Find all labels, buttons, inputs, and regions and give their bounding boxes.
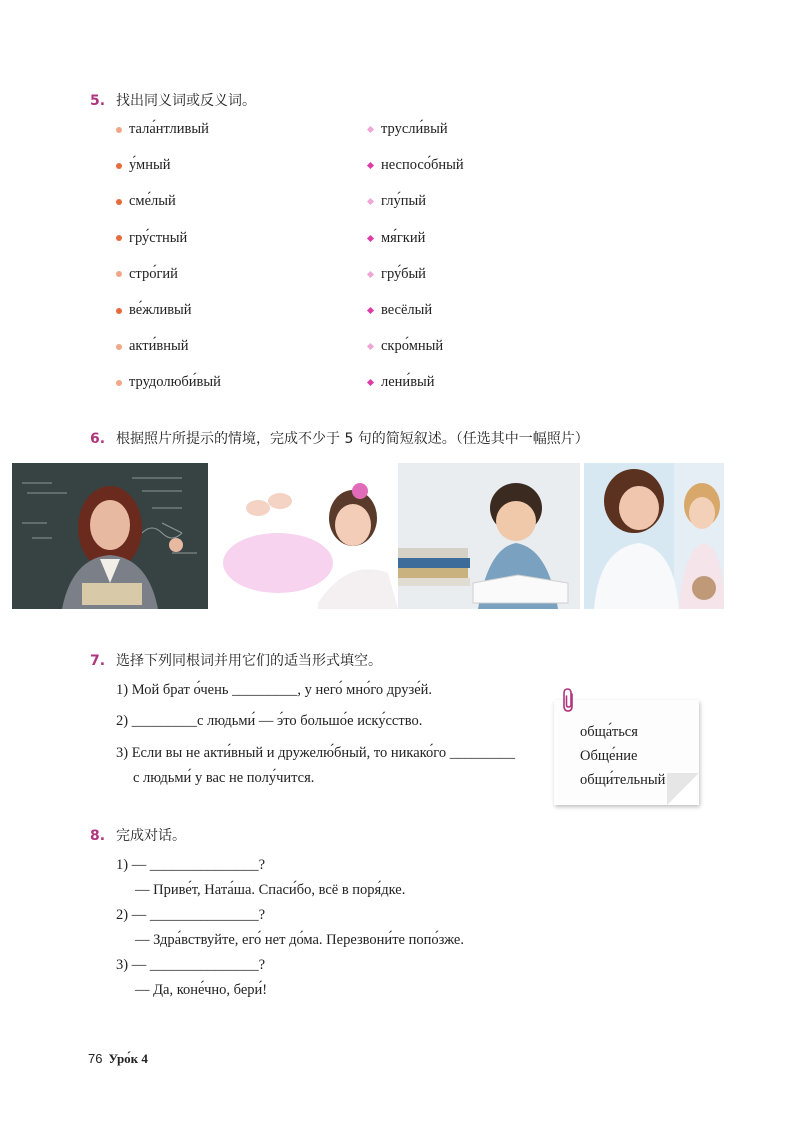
- exercise-5-heading: [90, 90, 256, 110]
- vocab-word: [116, 374, 221, 391]
- vocab-word: [367, 157, 464, 174]
- bullet-icon: [116, 199, 122, 205]
- word-note-card: [554, 700, 699, 805]
- bullet-icon: [367, 307, 374, 314]
- bullet-icon: [116, 380, 122, 386]
- exercise-6-heading: [90, 428, 589, 448]
- exercise-8-heading: [90, 825, 186, 845]
- exercise-title: 根据照片所提示的情境，完成不少于 5 句的简短叙述。（任选其中一幅照片）: [116, 431, 589, 447]
- vocab-word: [116, 157, 171, 174]
- lesson-label: Уро́к 4: [108, 1051, 148, 1066]
- bullet-icon: [116, 163, 122, 169]
- dialogue-line: 1) — _______________?: [116, 857, 266, 873]
- photo-teacher: [12, 463, 208, 609]
- fill-in-sentence-1: 1) Мой брат о́чень _________, у него́ мно́го друзе́й.: [116, 682, 433, 698]
- vocab-word-text: гру́стный: [129, 229, 188, 246]
- vocab-word: [367, 193, 426, 210]
- vocab-word: [367, 121, 448, 138]
- bullet-icon: [116, 235, 122, 241]
- vocab-word-text: неспосо́бный: [381, 157, 464, 174]
- vocab-word: [116, 193, 176, 210]
- vocab-word-text: скро́мный: [381, 338, 444, 355]
- bullet-icon: [367, 162, 374, 169]
- bullet-icon: [367, 198, 374, 205]
- vocab-word-text: тала́нтливый: [129, 121, 209, 137]
- dialogue-line: — Да, коне́чно, бери́!: [135, 982, 268, 998]
- vocab-word-text: гру́бый: [381, 265, 426, 282]
- bullet-icon: [367, 271, 374, 278]
- vocab-word-text: весёлый: [381, 302, 433, 318]
- exercise-number: 5.: [90, 93, 106, 109]
- vocab-word: [367, 374, 435, 391]
- vocab-word: [367, 230, 425, 247]
- bullet-icon: [367, 379, 374, 386]
- photo-doctor-child: [584, 463, 724, 609]
- fill-in-sentence-3-cont: с людьми́ у вас не полу́чится.: [133, 770, 315, 786]
- vocab-word-text: глу́пый: [381, 193, 426, 210]
- vocab-word: [116, 121, 209, 138]
- vocab-word-text: акти́вный: [129, 338, 189, 355]
- photo-boy-studying: [398, 463, 580, 609]
- vocab-word: [116, 266, 178, 283]
- vocab-word-text: трусли́вый: [381, 121, 448, 137]
- fill-in-sentence-3: 3) Если вы не акти́вный и дружелю́бный, то никако́го _________: [116, 745, 515, 761]
- vocab-word: [116, 338, 189, 355]
- vocab-word-text: ве́жливый: [129, 302, 192, 318]
- vocab-word-text: мя́гкий: [381, 229, 426, 246]
- bullet-icon: [116, 127, 122, 133]
- vocab-word-text: лени́вый: [381, 374, 435, 391]
- note-word-3: общи́тельный: [580, 772, 666, 788]
- exercise-number: 7.: [90, 653, 106, 669]
- bullet-icon: [367, 343, 374, 350]
- dialogue-line: 2) — _______________?: [116, 907, 266, 923]
- exercise-7-heading: [90, 650, 382, 670]
- bullet-icon: [116, 344, 122, 350]
- vocab-word: [116, 230, 187, 247]
- vocab-word-text: у́мный: [129, 157, 171, 174]
- exercise-number: 8.: [90, 828, 106, 844]
- bullet-icon: [367, 126, 374, 133]
- page-footer: [88, 1051, 148, 1067]
- vocab-word: [367, 266, 426, 283]
- note-word-1: обща́ться: [580, 724, 638, 740]
- fill-in-sentence-2: 2) _________с людьми́ — э́то большо́е иску́сство.: [116, 713, 423, 729]
- vocab-word-text: стро́гий: [129, 265, 178, 282]
- vocab-word: [367, 338, 443, 355]
- page-number: 76: [88, 1051, 103, 1066]
- exercise-title: 完成对话。: [116, 828, 186, 844]
- vocab-word: [367, 302, 432, 319]
- dialogue-line: 3) — _______________?: [116, 957, 266, 973]
- vocab-word: [116, 302, 192, 319]
- vocab-word-text: трудолюби́вый: [129, 374, 221, 391]
- exercise-title: 找出同义词或反义词。: [116, 93, 256, 109]
- dialogue-line: — Приве́т, Ната́ша. Спаси́бо, всё в поря́дке.: [135, 882, 406, 898]
- bullet-icon: [116, 271, 122, 277]
- paperclip-icon: [560, 688, 578, 714]
- bullet-icon: [116, 308, 122, 314]
- bullet-icon: [367, 235, 374, 242]
- exercise-title: 选择下列同根词并用它们的适当形式填空。: [116, 653, 382, 669]
- exercise-number: 6.: [90, 431, 106, 447]
- note-corner-fold: [667, 773, 699, 805]
- vocab-word-text: сме́лый: [129, 193, 176, 210]
- photo-strip: [12, 463, 724, 609]
- note-word-2: Обще́ние: [580, 748, 638, 764]
- photo-ballerina-girl: [208, 463, 398, 609]
- dialogue-line: — Здра́вствуйте, его́ нет до́ма. Перезвони́те попо́зже.: [135, 932, 464, 948]
